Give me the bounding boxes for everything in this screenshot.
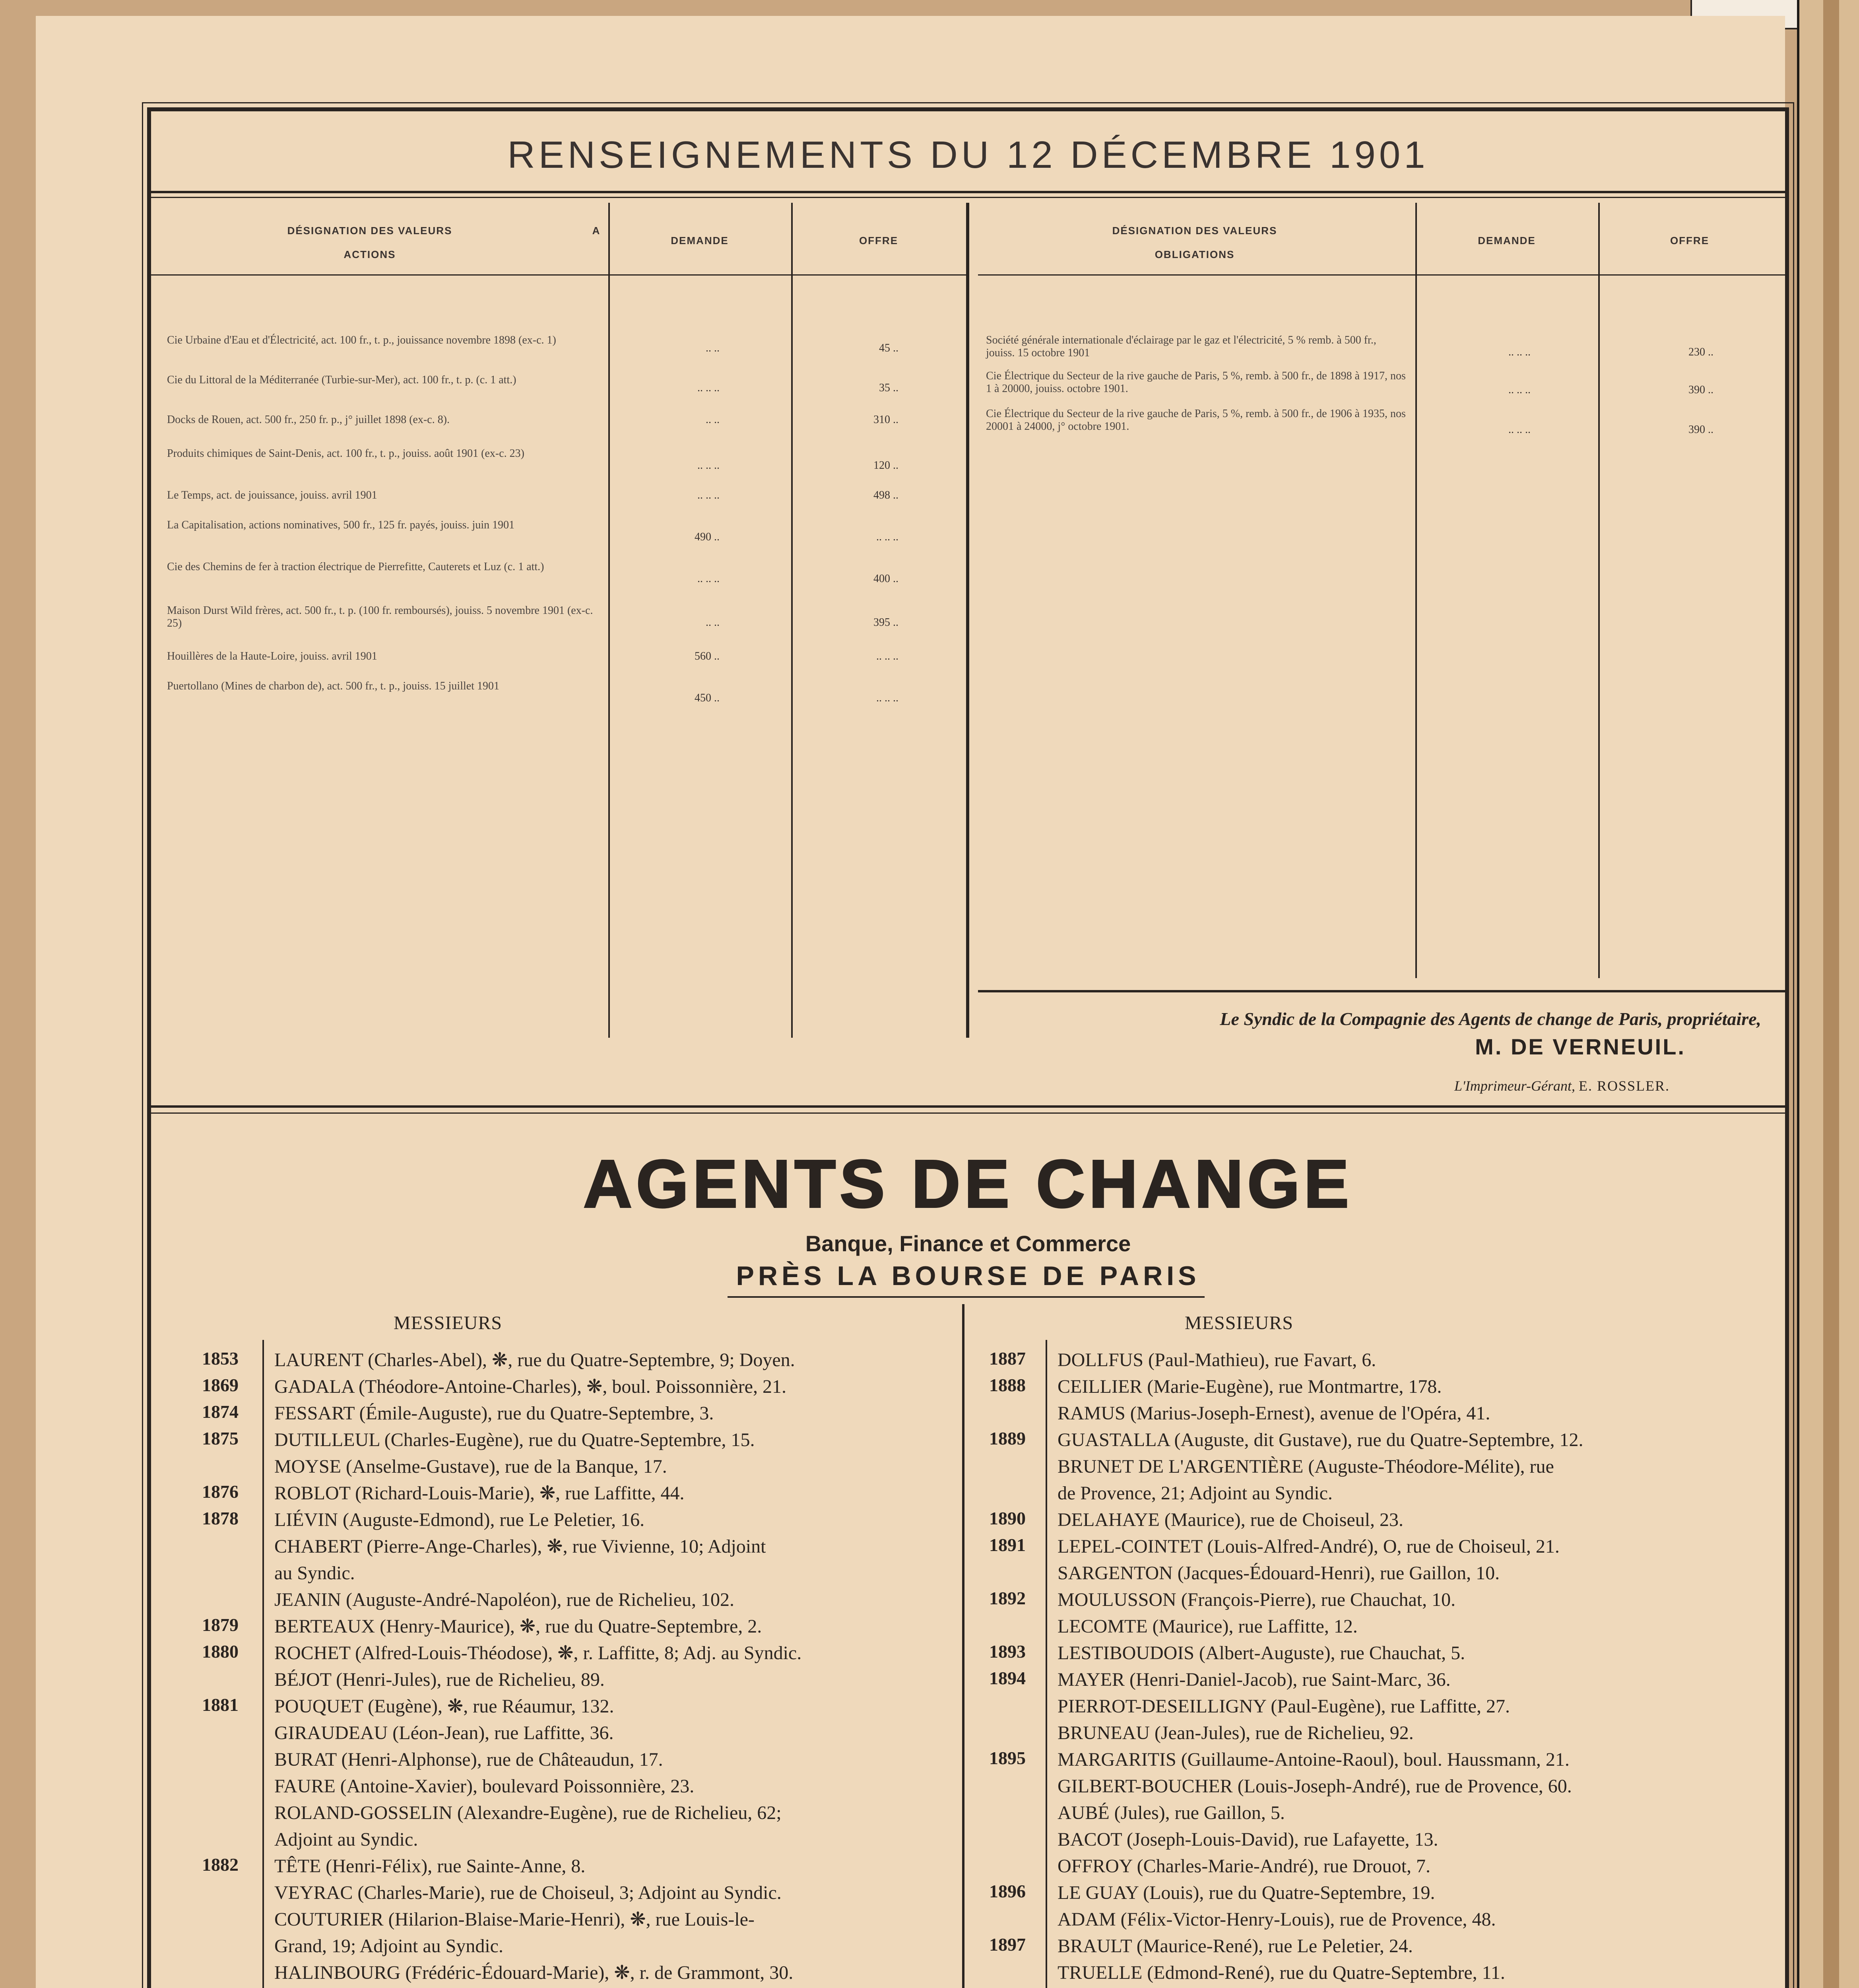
agents-subheading-bourse: PRÈS LA BOURSE DE PARIS [736, 1261, 1200, 1291]
left-header-actions: ACTIONS [343, 248, 396, 260]
agent-year: 1893 [989, 1641, 1026, 1662]
agent-year: 1875 [202, 1428, 239, 1448]
agent-entry: DUTILLEUL (Charles-Eugène), rue du Quatre-Septembre, 15. [274, 1429, 755, 1450]
left-row-name: La Capitalisation, actions nominatives, 500 fr., 125 fr. payés, jouiss. juin 1901 [167, 519, 515, 531]
left-row-demande: .. .. [706, 414, 720, 426]
left-row-name: Cie Urbaine d'Eau et d'Électricité, act. 100 fr., t. p., jouissance novembre 1898 (ex-c. 1) [167, 334, 556, 346]
agent-entry: COUTURIER (Hilarion-Blaise-Marie-Henri), ❋, rue Louis-le- [274, 1909, 755, 1930]
left-row-offre: 45 .. [879, 342, 898, 354]
right-row-name: Société générale internationale d'éclairage par le gaz et l'électricité, 5 % remb. à 500 fr., jouiss. 15 octobre 1901 [986, 334, 1376, 359]
agent-entry: LESTIBOUDOIS (Albert-Auguste), rue Chauchat, 5. [1058, 1642, 1465, 1664]
agent-entry: ADAM (Félix-Victor-Henry-Louis), rue de Provence, 48. [1058, 1909, 1496, 1930]
left-row-name: Le Temps, act. de jouissance, jouiss. avril 1901 [167, 489, 377, 501]
agent-entry: ROBLOT (Richard-Louis-Marie), ❋, rue Laffitte, 44. [274, 1483, 685, 1504]
left-header-rule [151, 274, 966, 276]
agent-year: 1895 [989, 1748, 1026, 1768]
right-header-obligations: OBLIGATIONS [1155, 248, 1235, 260]
center-divider [966, 203, 969, 1038]
agent-entry: DOLLFUS (Paul-Mathieu), rue Favart, 6. [1058, 1349, 1376, 1371]
left-header-offre: OFFRE [859, 235, 898, 247]
syndic-line: Le Syndic de la Compagnie des Agents de change de Paris, propriétaire, [1220, 1009, 1761, 1029]
left-row-offre: 395 .. [873, 616, 898, 629]
agent-entry: de Provence, 21; Adjoint au Syndic. [1058, 1483, 1333, 1504]
agent-entry: HALINBOURG (Frédéric-Édouard-Marie), ❋, r. de Grammont, 30. [274, 1962, 794, 1983]
right-row-offre: 390 .. [1688, 384, 1713, 396]
agent-entry: BRUNET DE L'ARGENTIÈRE (Auguste-Théodore-Mélite), rue [1058, 1456, 1554, 1477]
left-row-demande: .. .. .. [697, 489, 720, 501]
left-row-offre: .. .. .. [876, 650, 898, 662]
agent-entry: LIÉVIN (Auguste-Edmond), rue Le Peletier, 16. [274, 1509, 645, 1530]
left-row-offre: 120 .. [873, 459, 898, 472]
agent-entry: au Syndic. [274, 1563, 355, 1584]
page-edge-right [1797, 0, 1859, 1988]
agent-entry: BÉJOT (Henri-Jules), rue de Richelieu, 89. [274, 1669, 605, 1690]
left-header-mark: A [592, 225, 601, 237]
agent-year: 1889 [989, 1428, 1026, 1448]
agent-entry: ROCHET (Alfred-Louis-Théodose), ❋, r. Laffitte, 8; Adj. au Syndic. [274, 1642, 802, 1664]
agent-entry: VEYRAC (Charles-Marie), rue de Choiseul, 3; Adjoint au Syndic. [274, 1882, 782, 1903]
left-row-offre: 400 .. [873, 573, 898, 585]
left-row-name: Docks de Rouen, act. 500 fr., 250 fr. p., j° juillet 1898 (ex-c. 8). [167, 414, 450, 426]
agent-entry: Grand, 19; Adjoint au Syndic. [274, 1936, 503, 1957]
agent-year: 1891 [989, 1535, 1026, 1555]
left-row-demande: 560 .. [695, 650, 720, 662]
agent-year: 1894 [989, 1668, 1026, 1688]
agent-year: 1879 [202, 1615, 239, 1635]
agent-entry: SARGENTON (Jacques-Édouard-Henri), rue Gaillon, 10. [1058, 1563, 1500, 1584]
agent-entry: BURAT (Henri-Alphonse), rue de Châteaudun, 17. [274, 1749, 663, 1770]
left-row-name: Produits chimiques de Saint-Denis, act. 100 fr., t. p., jouiss. août 1901 (ex-c. 23) [167, 447, 524, 460]
left-year-divider [262, 1340, 264, 1988]
section-rule [151, 1105, 1785, 1108]
right-row-demande: .. .. .. [1508, 423, 1531, 436]
left-row-name: Maison Durst Wild frères, act. 500 fr., t. p. (100 fr. remboursés), jouiss. 5 novembre 1901 (ex-c. 25) [167, 604, 593, 629]
agent-entry: RAMUS (Marius-Joseph-Ernest), avenue de l'Opéra, 41. [1058, 1403, 1490, 1424]
right-row-name: Cie Électrique du Secteur de la rive gauche de Paris, 5 %, remb. à 500 fr., de 1906 à 1935, nos 20001 à 24000, j° octobre 1901. [986, 408, 1406, 433]
agent-entry: GIRAUDEAU (Léon-Jean), rue Laffitte, 36. [274, 1722, 614, 1743]
ornament-divider [728, 1296, 1205, 1304]
agent-year: 1876 [202, 1481, 239, 1502]
agent-entry: LAURENT (Charles-Abel), ❋, rue du Quatre-Septembre, 9; Doyen. [274, 1349, 795, 1371]
agent-entry: FAURE (Antoine-Xavier), boulevard Poissonnière, 23. [274, 1776, 695, 1797]
right-row-offre: 230 .. [1688, 346, 1713, 358]
left-row-demande: 490 .. [695, 531, 720, 543]
right-header-offre: OFFRE [1670, 235, 1710, 247]
agent-year: 1888 [989, 1375, 1026, 1395]
imprimeur-label: L'Imprimeur-Gérant, [1454, 1078, 1575, 1094]
agent-entry: GADALA (Théodore-Antoine-Charles), ❋, boul. Poissonnière, 21. [274, 1376, 786, 1397]
messieurs-right: MESSIEURS [1185, 1312, 1294, 1334]
agent-year: 1880 [202, 1641, 239, 1662]
left-row-offre: .. .. .. [876, 692, 898, 704]
page-title: RENSEIGNEMENTS DU 12 DÉCEMBRE 1901 [507, 134, 1429, 176]
agent-entry: FESSART (Émile-Auguste), rue du Quatre-Septembre, 3. [274, 1403, 714, 1424]
agent-year: 1892 [989, 1588, 1026, 1608]
agent-year: 1890 [989, 1508, 1026, 1528]
right-demande-divider [1598, 203, 1600, 978]
agent-entry: MOULUSSON (François-Pierre), rue Chauchat, 10. [1058, 1589, 1456, 1610]
left-row-name: Puertollano (Mines de charbon de), act. 500 fr., t. p., jouiss. 15 juillet 1901 [167, 680, 499, 692]
right-header-demande: DEMANDE [1478, 235, 1536, 247]
left-row-demande: .. .. [706, 616, 720, 629]
right-row-name: Cie Électrique du Secteur de la rive gauche de Paris, 5 %, remb. à 500 fr., de 1898 à 1917, nos 1 à 20000, jouiss. octobre 1901. [986, 370, 1406, 395]
agent-entry: ROLAND-GOSSELIN (Alexandre-Eugène), rue de Richelieu, 62; [274, 1802, 782, 1823]
syndic-name: M. DE VERNEUIL. [1475, 1034, 1686, 1059]
left-header-demande: DEMANDE [671, 235, 729, 247]
agent-entry: Adjoint au Syndic. [274, 1829, 418, 1850]
agent-entry: AUBÉ (Jules), rue Gaillon, 5. [1058, 1802, 1285, 1823]
left-row-demande: .. .. [706, 342, 720, 354]
agent-entry: TÊTE (Henri-Félix), rue Sainte-Anne, 8. [274, 1856, 586, 1877]
agent-entry: LEPEL-COINTET (Louis-Alfred-André), O, rue de Choiseul, 21. [1058, 1536, 1560, 1557]
agent-entry: TRUELLE (Edmond-René), rue du Quatre-Septembre, 11. [1058, 1962, 1505, 1983]
agent-entry: BERTEAUX (Henry-Maurice), ❋, rue du Quatre-Septembre, 2. [274, 1616, 762, 1637]
agent-year: 1853 [202, 1348, 239, 1369]
left-row-demande: .. .. .. [697, 382, 720, 394]
agent-entry: MAYER (Henri-Daniel-Jacob), rue Saint-Marc, 36. [1058, 1669, 1451, 1690]
syndic-rule [978, 990, 1785, 992]
agent-year: 1897 [989, 1934, 1026, 1955]
title-rule [151, 191, 1785, 193]
left-row-name: Houillères de la Haute-Loire, jouiss. avril 1901 [167, 650, 377, 662]
agent-entry: LECOMTE (Maurice), rue Laffitte, 12. [1058, 1616, 1358, 1637]
agent-year: 1887 [989, 1348, 1026, 1369]
left-col-divider [608, 203, 610, 1038]
agent-year: 1896 [989, 1881, 1026, 1901]
title-rule-thin [151, 197, 1785, 198]
imprimeur-name: E. ROSSLER. [1578, 1078, 1670, 1094]
right-header-rule [978, 274, 1785, 276]
agents-subheading: Banque, Finance et Commerce [805, 1231, 1131, 1256]
agent-entry: PIERROT-DESEILLIGNY (Paul-Eugène), rue Laffitte, 27. [1058, 1696, 1510, 1717]
agent-entry: LE GUAY (Louis), rue du Quatre-Septembre, 19. [1058, 1882, 1435, 1903]
left-row-offre: .. .. .. [876, 531, 898, 543]
right-col-divider [1415, 203, 1417, 978]
agent-entry: POUQUET (Eugène), ❋, rue Réaumur, 132. [274, 1696, 614, 1717]
right-row-demande: .. .. .. [1508, 346, 1531, 358]
left-row-demande: .. .. .. [697, 573, 720, 585]
page-edge-strip [1823, 0, 1839, 1988]
right-year-divider [1046, 1340, 1047, 1988]
agent-year: 1878 [202, 1508, 239, 1528]
agent-entry: MOYSE (Anselme-Gustave), rue de la Banque, 17. [274, 1456, 667, 1477]
left-row-offre: 310 .. [873, 414, 898, 426]
agents-heading: AGENTS DE CHANGE [583, 1146, 1353, 1222]
left-row-offre: 498 .. [873, 489, 898, 501]
agent-year: 1882 [202, 1854, 239, 1875]
agent-entry: GUASTALLA (Auguste, dit Gustave), rue du Quatre-Septembre, 12. [1058, 1429, 1583, 1450]
agent-entry: JEANIN (Auguste-André-Napoléon), rue de Richelieu, 102. [274, 1589, 734, 1610]
agent-entry: BRUNEAU (Jean-Jules), rue de Richelieu, 92. [1058, 1722, 1414, 1743]
left-row-demande: 450 .. [695, 692, 720, 704]
left-header-designation: DÉSIGNATION DES VALEURS [287, 225, 452, 237]
agent-entry: CHABERT (Pierre-Ange-Charles), ❋, rue Vivienne, 10; Adjoint [274, 1536, 766, 1557]
agent-entry: CEILLIER (Marie-Eugène), rue Montmartre, 178. [1058, 1376, 1442, 1397]
left-demande-divider [791, 203, 793, 1038]
messieurs-left: MESSIEURS [394, 1312, 503, 1334]
agent-entry: GILBERT-BOUCHER (Louis-Joseph-André), rue de Provence, 60. [1058, 1776, 1572, 1797]
agent-entry: MARGARITIS (Guillaume-Antoine-Raoul), boul. Haussmann, 21. [1058, 1749, 1570, 1770]
newspaper-page [36, 16, 1785, 1988]
imprimeur [1454, 1077, 1670, 1094]
right-header-designation: DÉSIGNATION DES VALEURS [1112, 225, 1277, 237]
page-frame [147, 107, 1789, 1988]
right-row-demande: .. .. .. [1508, 384, 1531, 396]
agent-entry: DELAHAYE (Maurice), rue de Choiseul, 23. [1058, 1509, 1404, 1530]
left-row-offre: 35 .. [879, 382, 898, 394]
right-row-offre: 390 .. [1688, 423, 1713, 436]
agent-year: 1881 [202, 1695, 239, 1715]
left-row-name: Cie des Chemins de fer à traction électrique de Pierrefitte, Cauterets et Luz (c. 1 att.) [167, 561, 544, 573]
agent-year: 1869 [202, 1375, 239, 1395]
section-rule-thin [151, 1112, 1785, 1114]
agent-entry: OFFROY (Charles-Marie-André), rue Drouot, 7. [1058, 1856, 1431, 1877]
left-row-demande: .. .. .. [697, 459, 720, 472]
agent-year: 1874 [202, 1402, 239, 1422]
agent-entry: BRAULT (Maurice-René), rue Le Peletier, 24. [1058, 1936, 1413, 1957]
left-row-name: Cie du Littoral de la Méditerranée (Turbie-sur-Mer), act. 100 fr., t. p. (c. 1 att.) [167, 374, 516, 386]
agent-entry: BACOT (Joseph-Louis-David), rue Lafayette, 13. [1058, 1829, 1438, 1850]
